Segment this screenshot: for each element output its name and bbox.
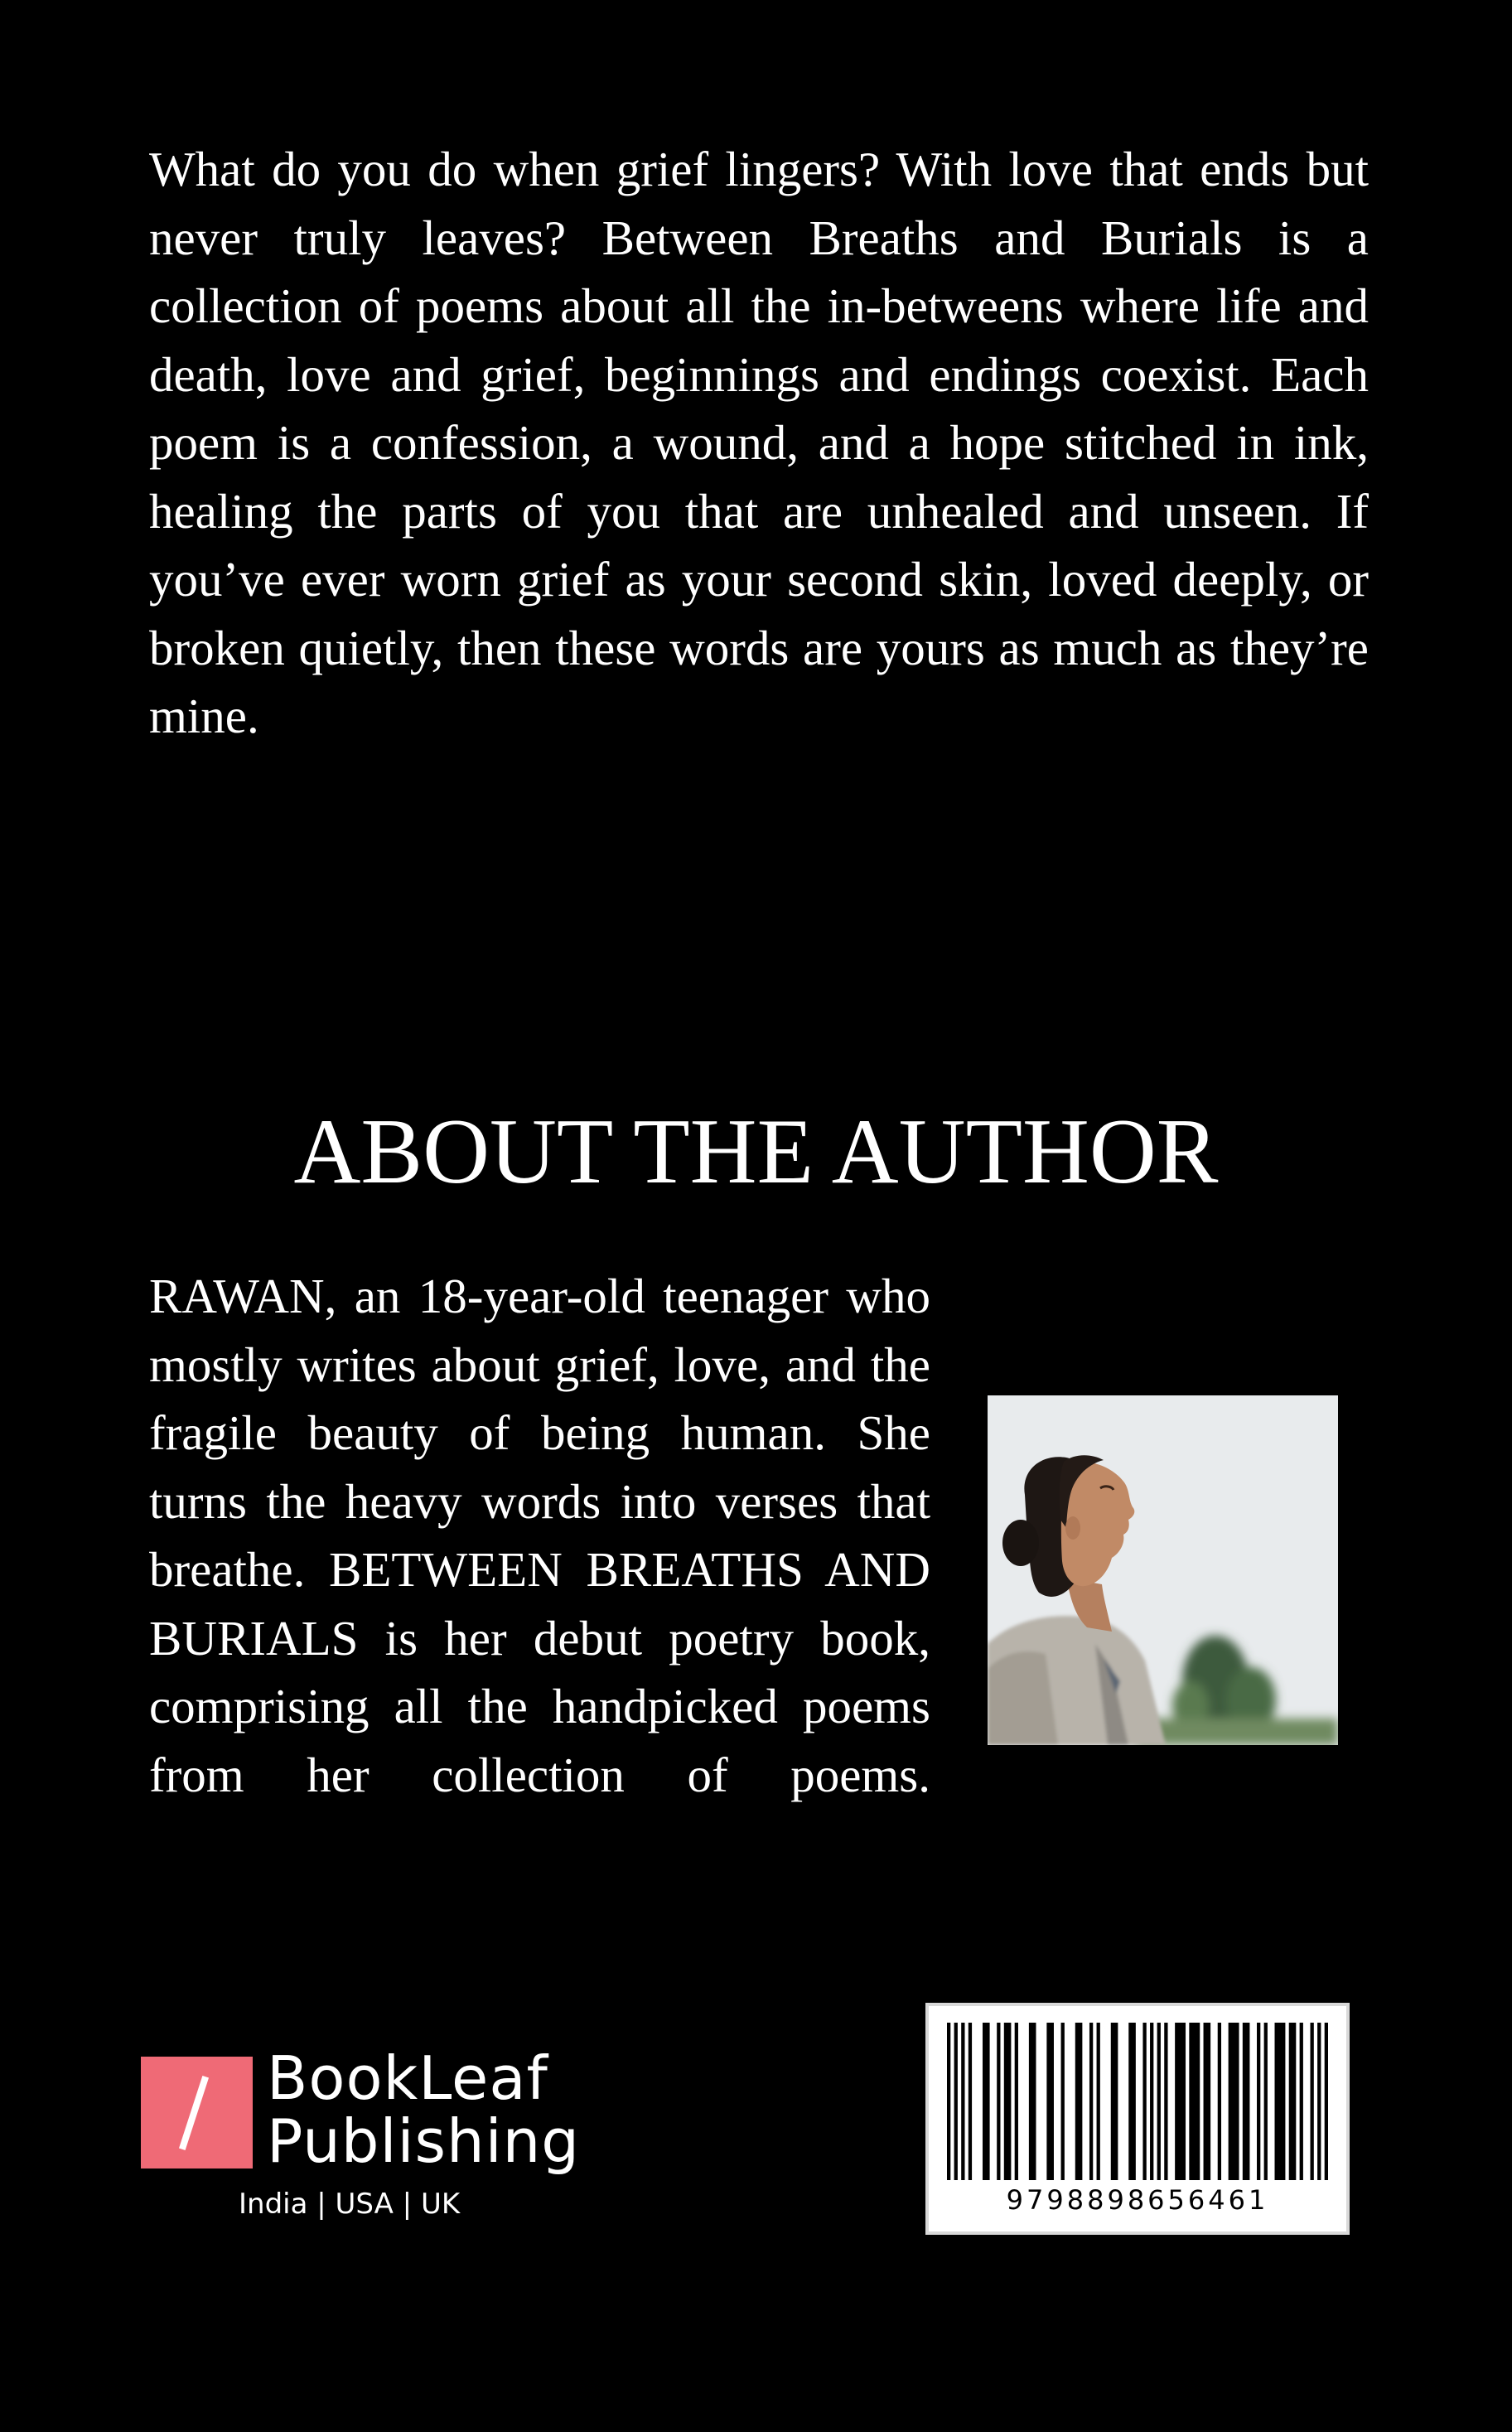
barcode-bar	[1243, 2023, 1250, 2180]
barcode-bar	[969, 2023, 972, 2180]
barcode-bar	[1015, 2023, 1018, 2180]
barcode-bar	[1257, 2023, 1260, 2180]
barcode-bar	[1142, 2023, 1146, 2180]
barcode-bar	[1275, 2023, 1286, 2180]
author-photo	[988, 1395, 1338, 1745]
barcode-bar	[1150, 2023, 1153, 2180]
barcode-bar	[1189, 2023, 1200, 2180]
barcode-bar	[1097, 2023, 1100, 2180]
book-blurb: What do you do when grief lingers? With love that ends but never truly leaves? Between Breaths and Burials is a collection of poems about all the in-betweens where life and death, love and grief, beginnings and endings coexist. Each poem is a confession, a wound, and a hope stitched in ink, healing the parts of you that are unhealed and unseen. If you’ve ever worn grief as your second skin, loved deeply, or broken quietly, then these words are yours as much as they’re mine.	[149, 142, 1369, 743]
barcode-bar	[1264, 2023, 1268, 2180]
barcode-bar	[1089, 2023, 1093, 2180]
barcode-bar	[947, 2023, 950, 2180]
barcode-bar	[1029, 2023, 1036, 2180]
isbn-number: 9798898656461	[1006, 2184, 1269, 2216]
barcode-bar	[1317, 2023, 1321, 2180]
publisher-name-line2: Publishing	[267, 2106, 580, 2176]
barcode-bar	[1061, 2023, 1065, 2180]
barcode-bar	[1004, 2023, 1012, 2180]
barcode-bar	[1164, 2023, 1167, 2180]
barcode-bar	[961, 2023, 964, 2180]
barcode-bar	[1075, 2023, 1083, 2180]
barcode-bar	[1289, 2023, 1297, 2180]
isbn-barcode	[925, 2003, 1350, 2235]
publisher-regions: India | USA | UK	[239, 2188, 461, 2221]
barcode-bar	[983, 2023, 990, 2180]
barcode-bars	[947, 2023, 1328, 2180]
publisher-name-line1: BookLeaf	[267, 2043, 548, 2113]
barcode-bar	[1325, 2023, 1328, 2180]
barcode-bar	[1300, 2023, 1303, 2180]
barcode-bar	[997, 2023, 1000, 2180]
slash-icon	[179, 2076, 209, 2150]
barcode-bar	[954, 2023, 958, 2180]
barcode-bar	[1175, 2023, 1186, 2180]
barcode-bar	[1218, 2023, 1221, 2180]
author-bio: RAWAN, an 18-year-old teenager who mostly writes about grief, love, and the fragile beauty of being human. She turns the heavy words into verses that breathe. BETWEEN BREATHS AND BURIALS is her debut poetry book, comprising all the handpicked poems from her collection of poems.	[149, 1269, 930, 1802]
barcode-bar	[1204, 2023, 1211, 2180]
about-the-author-heading: ABOUT THE AUTHOR	[293, 1100, 1219, 1203]
publisher-logo-mark	[141, 2057, 253, 2168]
barcode-bar	[1111, 2023, 1118, 2180]
publisher-name	[267, 2043, 580, 2176]
barcode-bar	[1046, 2023, 1054, 2180]
publisher-logo	[141, 2043, 580, 2229]
barcode-bar	[1128, 2023, 1136, 2180]
barcode-bar	[1311, 2023, 1314, 2180]
barcode-bar	[1229, 2023, 1239, 2180]
barcode-bar	[1157, 2023, 1161, 2180]
